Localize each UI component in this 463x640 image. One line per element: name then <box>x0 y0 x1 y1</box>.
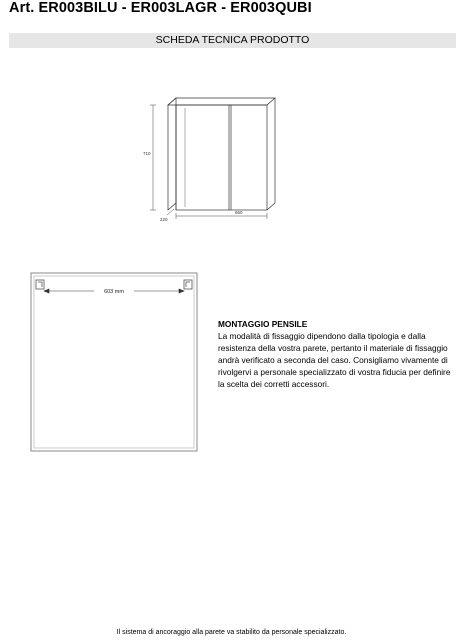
width-dimension-label: 660 <box>235 210 243 215</box>
footer-note: Il sistema di ancoraggio alla parete va stabilito da personale specializzato. <box>116 629 347 636</box>
cabinet-drawing <box>138 96 288 226</box>
wall-mount-diagram <box>28 270 200 454</box>
section-header <box>9 33 456 48</box>
product-title: Art. ER003BILU - ER003LAGR - ER003QUBI <box>9 0 312 16</box>
mounting-heading: MONTAGGIO PENSILE <box>218 319 308 329</box>
depth-dimension-label: 220 <box>160 217 168 222</box>
mounting-body: La modalità di fissaggio dipendono dalla tipologia e dalla resistenza della vostra parete, pertanto il materiale di fissaggio andrà verificato a seconda del caso. Consigliamo vivamente di rivolgervi a personale specializzato di vostra fiducia per definire la scelta dei corretti accessori. <box>218 331 451 390</box>
section-header-label: SCHEDA TECNICA PRODOTTO <box>155 34 310 46</box>
height-dimension-label: 710 <box>143 151 151 156</box>
mounting-instructions <box>218 318 456 391</box>
bracket-spacing-label: 603 mm <box>104 289 124 295</box>
